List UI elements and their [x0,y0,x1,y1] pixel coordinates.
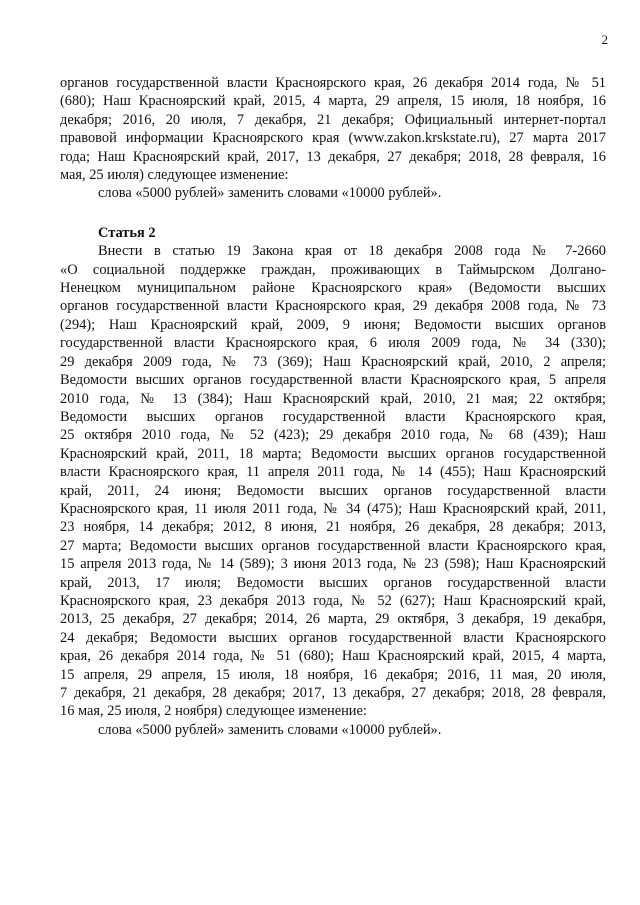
text-line: края, 26 декабря 2014 года, № 51 (680); Наш Красноярский край, 2015, 4 марта, [60,648,606,665]
text-line: «О социальной поддержке граждан, проживающих в Таймырском Долгано- [60,261,606,278]
text-line: 2013, 25 декабря, 27 декабря; 2014, 26 марта, 29 октября, 3 декабря, 19 декабря, [60,611,606,628]
intro-paragraph [60,74,606,184]
text-line: 15 апреля 2013 года, № 14 (589); 3 июня 2013 года, № 23 (598); Наш Красноярский [60,556,606,573]
text-line: 2010 года, № 13 (384); Наш Красноярский край, 2010, 21 мая; 22 октября; [60,390,606,407]
text-line: мая, 25 июля) следующее изменение: [60,167,289,184]
text-line: (680); Наш Красноярский край, 2015, 4 марта, 29 апреля, 15 июля, 18 ноября, 16 [60,93,606,110]
text-line: 24 декабря; Ведомости высших органов государственной власти Красноярского [60,629,606,646]
document-body [60,74,606,739]
text-line: 15 апреля, 29 апреля, 15 июля, 18 ноября, 16 декабря; 2016, 11 мая, 20 июля, [60,666,606,683]
text-line: года; Наш Красноярский край, 2017, 13 декабря, 27 декабря; 2018, 28 февраля, 16 [60,148,606,165]
text-line: 29 декабря 2009 года, № 73 (369); Наш Красноярский край, 2010, 2 апреля; [60,353,606,370]
text-line: Ненецком муниципальном районе Красноярского края» (Ведомости высших [60,280,606,297]
article-paragraph [60,242,606,721]
text-line: органов государственной власти Красноярского края, 29 декабря 2008 года, № 73 [60,298,606,315]
article-heading: Статья 2 [98,224,156,241]
text-line: декабря; 2016, 20 июля, 7 декабря, 21 декабря; Официальный интернет-портал [60,111,606,128]
text-line: государственной власти Красноярского края, 6 июля 2009 года, № 34 (330); [60,335,606,352]
text-line: Красноярский край, 2011, 18 марта; Ведомости высших органов государственной [60,445,606,462]
text-line: правовой информации Красноярского края (www.zakon.krskstate.ru), 27 марта 2017 [60,130,606,147]
text-line: Красноярского края, 11 июля 2011 года, № 34 (475); Наш Красноярский край, 2011, [60,500,606,517]
text-line: (294); Наш Красноярский край, 2009, 9 июня; Ведомости высших органов [60,316,606,333]
text-line: Красноярского края, 23 декабря 2013 года, № 52 (627); Наш Красноярский край, [60,592,606,609]
text-line: Ведомости высших органов государственной власти Красноярского края, [60,408,606,425]
article-change-text: слова «5000 рублей» заменить словами «10000 рублей». [98,721,442,738]
text-line: 27 марта; Ведомости высших органов государственной власти Красноярского края, [60,537,606,554]
text-line: 16 мая, 25 июля, 2 ноября) следующее изменение: [60,703,367,720]
text-line: 23 ноября, 14 декабря; 2012, 8 июня, 21 ноября, 26 декабря, 28 декабря; 2013, [60,519,606,536]
text-line: 25 октября 2010 года, № 52 (423); 29 декабря 2010 года, № 68 (439); Наш [60,427,606,444]
page-number: 2 [601,32,608,47]
text-line: органов государственной власти Красноярского края, 26 декабря 2014 года, № 51 [60,75,606,91]
text-line: край, 2011, 24 июня; Ведомости высших органов государственной власти [60,482,606,499]
text-line: Внести в статью 19 Закона края от 18 декабря 2008 года № 7-2660 [98,243,606,260]
text-line: власти Красноярского края, 11 апреля 2011 года, № 14 (455); Наш Красноярский [60,464,606,481]
text-line: Ведомости высших органов государственной власти Красноярского края, 5 апреля [60,372,606,389]
text-line: край, 2013, 17 июля; Ведомости высших органов государственной власти [60,574,606,591]
text-line: 7 декабря, 21 декабря, 28 декабря; 2017, 13 декабря, 27 декабря; 2018, 28 февраля, [60,685,606,701]
intro-change-text: слова «5000 рублей» заменить словами «10000 рублей». [98,185,442,202]
